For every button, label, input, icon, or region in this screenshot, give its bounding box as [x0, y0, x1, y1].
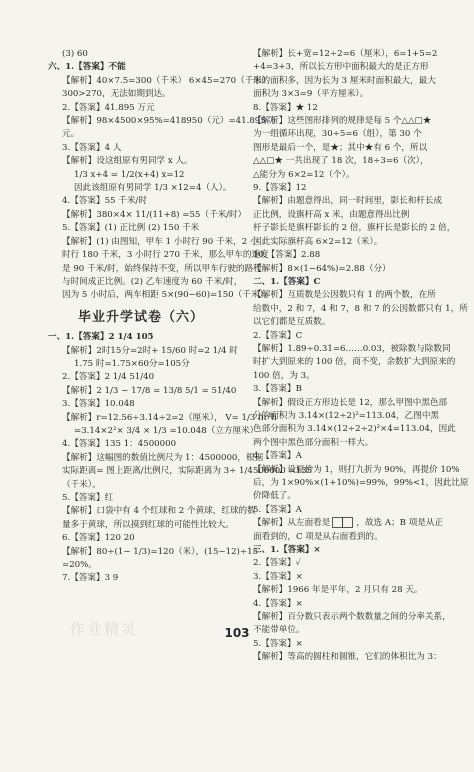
text-line: 4.【答案】135 1：4500000 — [62, 439, 177, 450]
text-line: 2.【答案】✓ — [253, 558, 302, 569]
text-line: 【解析】2时15分=2时+ 15/60 时=2 1/4 时 — [62, 345, 238, 356]
text-line: 2.【答案】41.895 万元 — [62, 102, 155, 113]
text-line-part: 【解析】从左面看是 — [253, 518, 331, 529]
text-line: 7.【答案】3 9 — [62, 573, 119, 584]
text-line: +4=3+3，所以长方形中面积最大的是正方形 — [253, 62, 429, 73]
text-line: 不能带单位。 — [253, 625, 305, 636]
text-line: (3) 60 — [62, 49, 88, 59]
text-line: 为一组循环出现，30÷5=6（组），第 30 个 — [253, 129, 422, 140]
text-line: 正比例，设旗杆高 x 米，由题意得出比例 — [253, 209, 410, 220]
text-line: 【解析】1966 年是平年，2 月只有 28 天。 — [253, 585, 423, 596]
text-line: 实际距离= 图上距离/比例尺，实际距离为 3÷ 1/4500000 =135 — [62, 466, 313, 477]
text-line: 3.【答案】× — [253, 571, 303, 582]
text-line: 色部分面积为 3.14×(12÷2÷2)²×4=113.04，因此 — [253, 424, 456, 435]
text-line: 元。 — [62, 129, 80, 140]
text-line: 【解析】设这组原有男同学 x 人。 — [62, 156, 193, 167]
text-line: 【解析】长+宽=12÷2=6（厘米），6=1+5=2 — [253, 49, 438, 59]
text-line-part: ，故选 A；B 项是从正 — [356, 518, 444, 529]
text-line: 4.【答案】× — [253, 598, 303, 609]
text-line: 分的面积为 3.14×(12÷2)²=113.04，乙图中黑 — [253, 410, 440, 421]
text-line: 两个图中黑色部分面积一样大。 — [253, 437, 374, 448]
text-line: 4.【答案】A — [253, 451, 302, 462]
text-line: 面看到的，C 项是从右面看到的。 — [253, 531, 383, 542]
page-number: 103 — [224, 626, 250, 640]
text-line: 与时间成正比例。(2) 乙车速度为 60 千米/时， — [62, 276, 243, 287]
text-line: 【解析】380×4× 11/(11+8) =55（千米/时） — [62, 209, 247, 220]
text-line: =3.14×2²× 3/4 × 1/3 =10.048（立方厘米） — [74, 425, 259, 436]
text-line: 【解析】r=12.56÷3.14÷2=2（厘米）， V= 1/3 πr²h — [62, 412, 277, 423]
text-line: 【解析】假设正方形边长是 12，那么甲图中黑色部 — [253, 397, 448, 408]
text-line: 3.【答案】B — [253, 384, 302, 395]
text-line: 3.【答案】10.048 — [62, 399, 135, 410]
text-line: 5.【答案】A — [253, 504, 302, 515]
watermark: 作业精灵 — [70, 620, 139, 638]
text-line: 价降低了。 — [253, 491, 296, 502]
text-line: 是 90 千米/时，始终保持不变，所以甲车行驶的路程 — [62, 263, 262, 274]
text-line: 100 倍，为 3。 — [253, 370, 315, 381]
text-line: 因为 5 小时后，两车相距 5×(90−60)=150（千米）。 — [62, 290, 273, 301]
text-line — [253, 517, 443, 530]
text-line: 杆子影长是旗杆影长的 2 倍，旗杆长是影长的 2 倍， — [253, 223, 456, 234]
text-line: 【解析】这幅图的数值比例尺为 1：4500000，根据 — [62, 452, 264, 463]
text-line: 1/3 x+4 = 1/2(x+4) x=12 — [74, 169, 185, 180]
text-line: △能分为 6×2=12（个）。 — [253, 169, 355, 180]
text-line: 5.【答案】× — [253, 638, 303, 649]
text-line: 2.【答案】2 1/4 51/40 — [62, 372, 155, 383]
text-line: 【解析】设原价为 1，则打九折为 90%，再提价 10% — [253, 464, 460, 475]
text-line: 3.【答案】4 人 — [62, 142, 122, 153]
text-line: 量多于黄球，所以摸到红球的可能性比较大。 — [62, 519, 234, 530]
text-line: 【解析】由题意得出，同一时间里，影长和杆长成 — [253, 196, 443, 207]
text-line: （千米）。 — [62, 479, 101, 490]
text-line: 【解析】互质数是公因数只有 1 的两个数，在所 — [253, 290, 436, 301]
text-line: △△□★ 一共出现了 18 次，18÷3=6（次）， — [253, 156, 429, 167]
text-line: 【解析】(1) 由图知，甲车 1 小时行 90 千米，2 小 — [62, 236, 259, 247]
text-line: 三、1.【答案】× — [253, 545, 321, 556]
text-line: 因此实际旗杆高 6×2=12（米）。 — [253, 236, 383, 247]
text-line: 4.【答案】55 千米/时 — [62, 196, 147, 207]
text-line: 因此该组原有男同学 1/3 ×12=4（人）。 — [74, 183, 232, 194]
text-line: 9.【答案】12 — [253, 183, 307, 194]
text-line: 给数中，2 和 7，4 和 7，8 和 7 的公因数都只有 1，所 — [253, 303, 468, 314]
text-line: 以它们都是互质数。 — [253, 317, 331, 328]
text-line: 图形是最后一个，是★；其中★有 6 个，所以 — [253, 142, 428, 153]
text-line: 8.【答案】★ 12 — [253, 102, 318, 113]
text-line: 【解析】这些图形排列的规律是每 5 个△△□★ — [253, 116, 432, 127]
text-line: 【解析】8×(1−64%)=2.88（分） — [253, 263, 391, 274]
text-line: 【解析】口袋中有 4 个红球和 2 个黄球，红球的数 — [62, 506, 256, 517]
text-line: 【解析】40×7.5=300（千米） 6×45=270（千米） — [62, 75, 271, 86]
text-line: 【解析】1.89÷0.31=6……0.03，被除数与除数同 — [253, 343, 451, 354]
text-line: 300>270，无法如期到达。 — [62, 89, 171, 100]
text-line: 面积为 3×3=9（平方厘米）。 — [253, 89, 369, 100]
text-line: 一、1.【答案】2 1/4 105 — [48, 332, 154, 343]
text-line: 【解析】百分数只表示两个数数量之间的分率关系， — [253, 612, 451, 623]
text-line: 二、1.【答案】C — [253, 276, 321, 287]
text-line: 1.75 时=1.75×60分=105分 — [74, 358, 190, 369]
text-line: 时行 180 千米，3 小时行 270 千米，那么甲车的速度 — [62, 250, 269, 261]
text-line: 【解析】80÷(1− 1/3)=120（米），(15−12)÷15 — [62, 546, 259, 557]
text-line: 【解析】等高的圆柱和圆锥，它们的体积比为 3： — [253, 652, 442, 663]
text-line: =20%。 — [62, 560, 97, 571]
squares-figure-icon — [332, 517, 354, 528]
text-line: 5.【答案】红 — [62, 493, 114, 503]
text-line: 后，为 1×90%×(1+10%)=99%，99%<1，因此比原 — [253, 478, 469, 488]
paper-title: 毕业升学试卷（六） — [77, 309, 204, 325]
text-line: 10.【答案】2.88 — [253, 250, 321, 261]
text-line: 六、1.【答案】不能 — [48, 62, 126, 73]
text-line: 【解析】98×4500×95%=418950（元）=41.895 万 — [62, 116, 278, 127]
text-line: 6.【答案】120 20 — [62, 533, 135, 544]
text-line: 时扩大到原来的 100 倍，商不变，余数扩大到原来的 — [253, 357, 456, 368]
text-line: 【解析】2 1/3 − 17/8 = 13/8 5/1 = 51/40 — [62, 385, 237, 396]
text-line: 形的面积多，因为长为 3 厘米时面积最大，最大 — [253, 75, 436, 86]
right-column — [253, 48, 469, 665]
text-line: 5.【答案】(1) 正比例 (2) 150 千米 — [62, 223, 200, 234]
text-line: 2.【答案】C — [253, 330, 303, 341]
